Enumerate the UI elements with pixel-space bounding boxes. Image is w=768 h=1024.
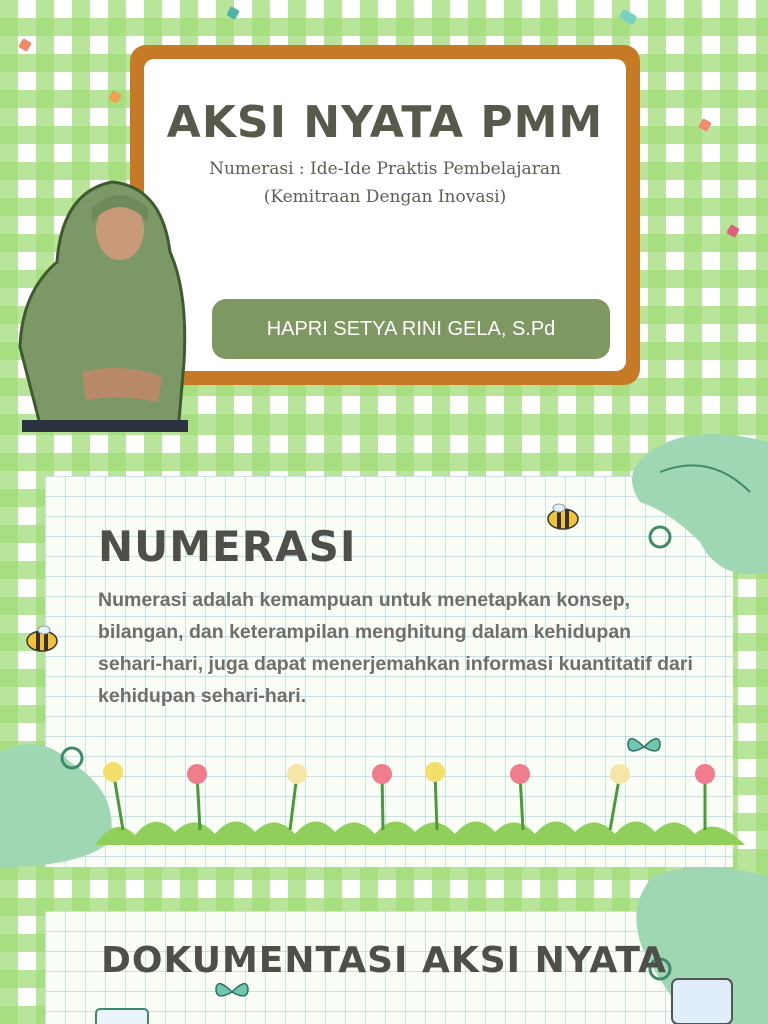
butterfly-icon xyxy=(624,732,664,762)
presenter-photo xyxy=(2,172,188,432)
bee-icon xyxy=(545,502,581,532)
confetti-decoration xyxy=(698,118,712,132)
confetti-decoration xyxy=(226,6,240,20)
flower-icon xyxy=(695,764,715,830)
title-frame xyxy=(130,45,640,385)
flower-icon xyxy=(610,764,630,830)
blob-decoration xyxy=(630,432,768,582)
flower-icon xyxy=(372,764,392,830)
subtitle xyxy=(144,155,626,211)
flower-icon xyxy=(425,762,445,830)
flower-icon xyxy=(510,764,530,830)
butterfly-icon xyxy=(212,977,252,1007)
author-name-badge: HAPRI SETYA RINI GELA, S.Pd xyxy=(212,299,610,359)
title-slide xyxy=(0,0,768,432)
title-card xyxy=(144,59,626,371)
flower-icon xyxy=(287,764,307,830)
bee-icon xyxy=(24,624,60,654)
flower-icon xyxy=(103,762,123,830)
flower-icon xyxy=(187,764,207,830)
page-title: AKSI NYATA PMM xyxy=(166,97,604,148)
confetti-decoration xyxy=(619,9,638,26)
section-title: DOKUMENTASI AKSI NYATA xyxy=(100,940,668,981)
section-title: NUMERASI xyxy=(98,522,357,571)
confetti-decoration xyxy=(18,38,32,52)
frame-decoration xyxy=(94,1007,150,1024)
confetti-decoration xyxy=(108,90,122,104)
subtitle-line-1: Numerasi : Ide-Ide Praktis Pembelajaran xyxy=(209,159,561,179)
confetti-decoration xyxy=(726,224,740,238)
flower-border xyxy=(95,760,745,850)
section-body: Numerasi adalah kemampuan untuk menetapkan konsep, bilangan, dan keterampilan menghitung dalam kehidupan sehari-hari, juga dapat menerjemahkan informasi kuantitatif dari kehidupan sehari-hari. xyxy=(98,589,693,707)
subtitle-line-2: (Kemitraan Dengan Inovasi) xyxy=(263,187,507,207)
